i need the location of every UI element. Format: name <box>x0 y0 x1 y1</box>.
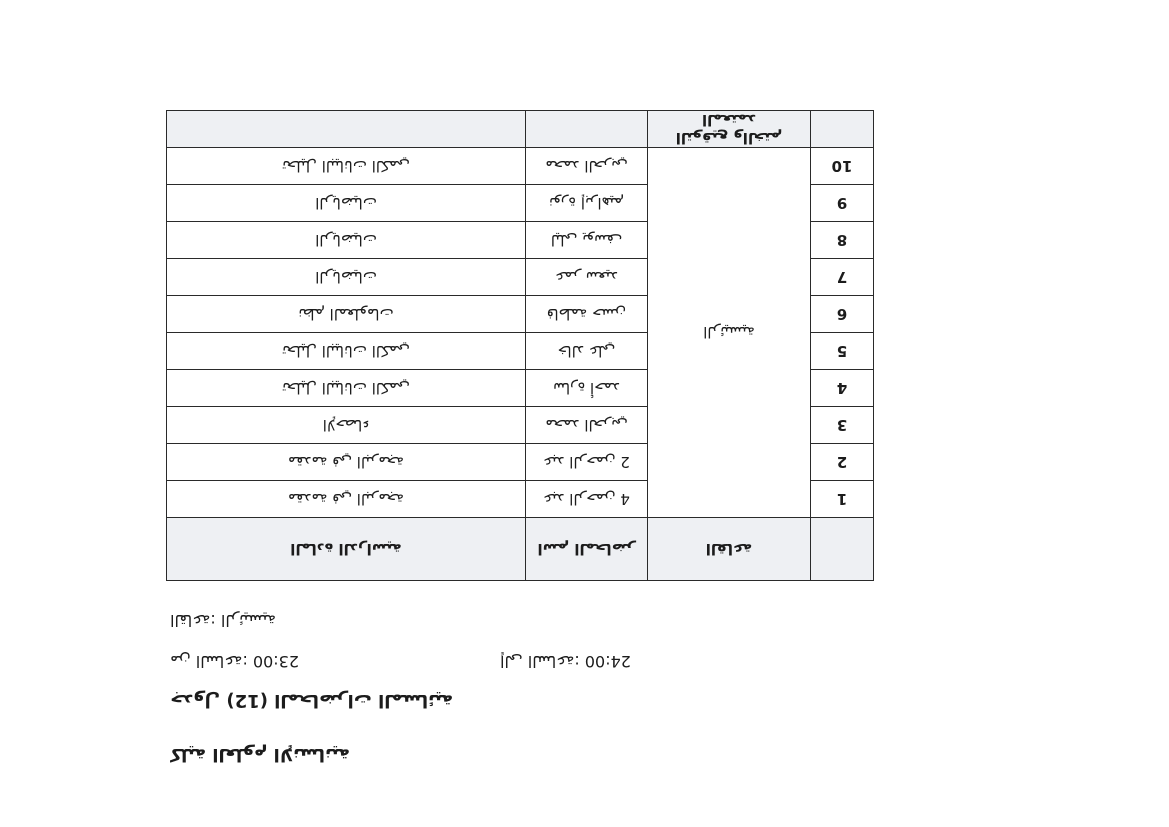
header-subject: المادة الدراسية <box>167 518 526 581</box>
row-number: 7 <box>811 259 874 296</box>
row-instructor: محمد الحربي <box>526 148 648 185</box>
row-subject: مقدمة في البرمجة <box>167 444 526 481</box>
row-number: 10 <box>811 148 874 185</box>
header-instructor: اسم المحاضر <box>526 518 648 581</box>
location-label: القاعة: الرئيسية <box>170 611 276 630</box>
row-instructor: سارة أحمد <box>526 370 648 407</box>
row-subject: مقدمة في البرمجة <box>167 481 526 518</box>
row-number: 2 <box>811 444 874 481</box>
footer-row <box>167 111 874 148</box>
row-number: 5 <box>811 333 874 370</box>
page-subtitle: جدول (12) المحاضرات المسائية <box>170 690 454 711</box>
row-instructor: فاطمة حسن <box>526 296 648 333</box>
row-subject: الرياضيات <box>167 185 526 222</box>
row-subject: تحليل البيانات الكمي <box>167 333 526 370</box>
row-subject: تحليل البيانات الكمي <box>167 370 526 407</box>
time-from: من الساعة: 23:00 <box>170 652 300 671</box>
page-title: كلية العلوم الإنسانية <box>170 744 350 765</box>
row-instructor: ليلى يوسف <box>526 222 648 259</box>
header-row <box>167 518 874 581</box>
row-subject: نظم المعلومات <box>167 296 526 333</box>
row-number: 1 <box>811 481 874 518</box>
row-instructor: عمر سعيد <box>526 259 648 296</box>
row-number: 9 <box>811 185 874 222</box>
row-subject: تحليل البيانات الكمي <box>167 148 526 185</box>
header-hall: القاعة <box>648 518 811 581</box>
row-number: 3 <box>811 407 874 444</box>
row-subject: الرياضيات <box>167 259 526 296</box>
row-subject: الإحصاء <box>167 407 526 444</box>
row-instructor: خالد علي <box>526 333 648 370</box>
time-to: إلى الساعة: 24:00 <box>500 652 631 671</box>
row-instructor: عبد الرحمن 2 <box>526 444 648 481</box>
row-subject: الرياضيات <box>167 222 526 259</box>
table-row <box>167 481 874 518</box>
row-number: 4 <box>811 370 874 407</box>
row-number: 6 <box>811 296 874 333</box>
footer-blank <box>167 111 526 148</box>
merged-hall-cell: الرئيسية <box>648 148 811 518</box>
row-instructor: نورة إبراهيم <box>526 185 648 222</box>
row-instructor: محمد الحربي <box>526 407 648 444</box>
schedule-table <box>166 110 874 581</box>
footer-blank <box>811 111 874 148</box>
row-number: 8 <box>811 222 874 259</box>
footer-blank <box>526 111 648 148</box>
header-number <box>811 518 874 581</box>
row-instructor: عبد الرحمن 4 <box>526 481 648 518</box>
footer-label: التوقيع والختم المعتمد <box>648 111 811 148</box>
